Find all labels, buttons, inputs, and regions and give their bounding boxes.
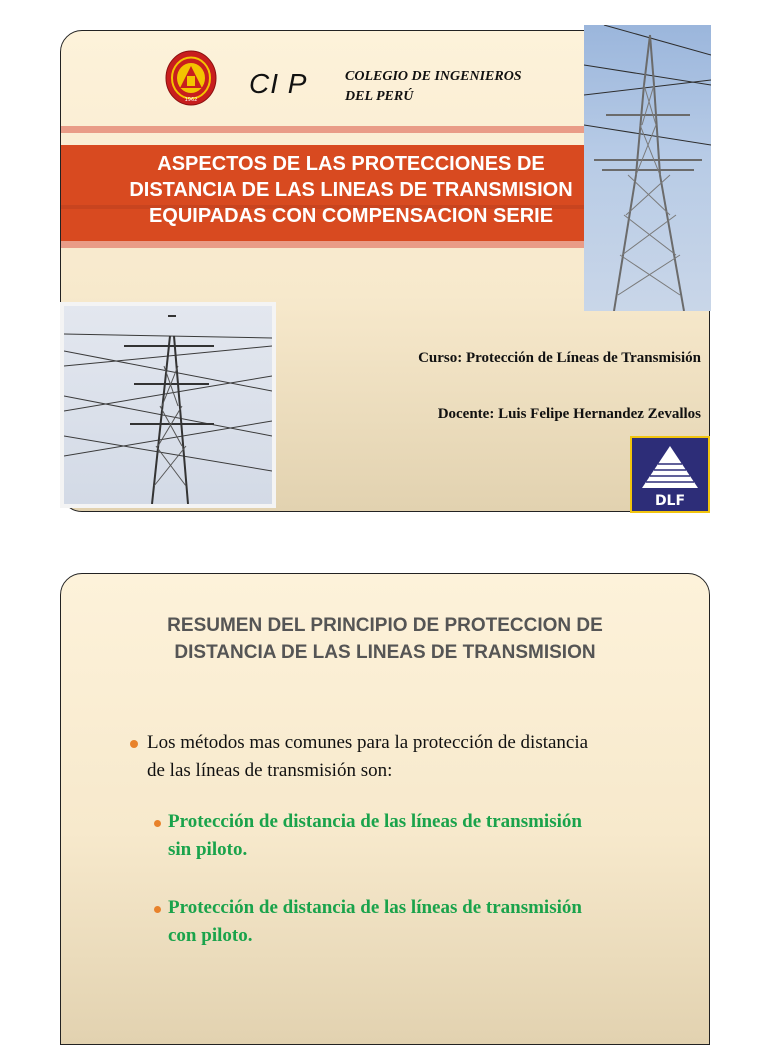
bullet-sub-with-pilot (168, 894, 688, 950)
power-lines-photo-frame (64, 306, 272, 504)
power-lines-photo (60, 302, 276, 508)
course-label: Curso: Protección de Líneas de Transmisión (418, 350, 701, 366)
summary-title (61, 612, 709, 666)
bullet-sub1-line-2: sin piloto. (168, 839, 248, 860)
bullet-sub2-line-2: con piloto. (168, 925, 253, 946)
bullet-sub2-line-1: Protección de distancia de las líneas de transmisión (168, 897, 582, 918)
organization-line-2: DEL PERÚ (345, 89, 414, 104)
cip-seal-logo (165, 50, 217, 106)
bullet-dot-main (130, 740, 138, 748)
bullet-main-line-2: de las líneas de transmisión son: (147, 760, 393, 781)
teacher-label: Docente: Luis Felipe Hernandez Zevallos (437, 406, 701, 422)
summary-title-line-2: DISTANCIA DE LAS LINEAS DE TRANSMISION (174, 642, 596, 663)
bullet-sub1-line-1: Protección de distancia de las líneas de transmisión (168, 811, 582, 832)
dlf-logo-mark (632, 438, 708, 511)
cip-acronym: CI P (249, 68, 308, 99)
organization-name (345, 67, 522, 107)
organization-line-1: COLEGIO DE INGENIEROS (345, 69, 522, 84)
bullet-dot-sub2 (154, 906, 161, 913)
slide-title-line-2: DISTANCIA DE LAS LINEAS DE TRANSMISION (129, 179, 573, 201)
dlf-logo-text: DLF (654, 493, 686, 509)
seal-year: 1962 (184, 97, 198, 103)
bullet-main-line-1: Los métodos mas comunes para la protección de distancia (147, 732, 589, 753)
power-lines-illustration (64, 306, 272, 504)
summary-slide (60, 573, 710, 1045)
bullet-main (147, 729, 687, 785)
bullet-dot-sub1 (154, 820, 161, 827)
slide-title-line-1: ASPECTOS DE LAS PROTECCIONES DE (157, 153, 545, 175)
dlf-logo (630, 436, 710, 513)
bullet-sub-without-pilot (168, 808, 688, 864)
slide-title-line-3: EQUIPADAS CON COMPENSACION SERIE (148, 205, 554, 227)
slide-title (61, 151, 641, 229)
transmission-tower-photo (584, 25, 711, 311)
tower-photo-illustration (584, 25, 711, 311)
summary-title-line-1: RESUMEN DEL PRINCIPIO DE PROTECCION DE (167, 615, 603, 636)
